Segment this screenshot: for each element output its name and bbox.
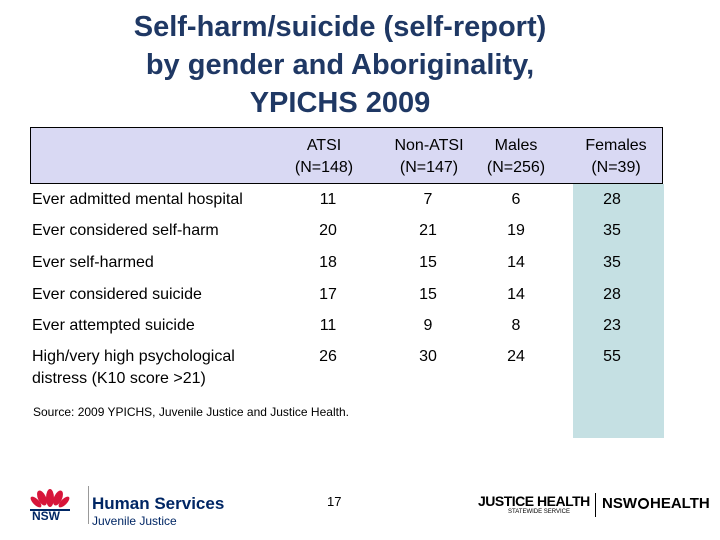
cell-non-atsi: 21 <box>419 222 437 239</box>
cell-non-atsi: 9 <box>423 317 433 334</box>
cell-non-atsi: 15 <box>419 286 437 303</box>
cell-males: 14 <box>507 286 525 303</box>
cell-atsi: 26 <box>319 348 337 365</box>
justice-health-text: JUSTICE HEALTH <box>478 493 590 509</box>
slide-title <box>60 8 620 122</box>
cell-females: 28 <box>603 191 621 208</box>
cell-atsi: 18 <box>319 254 337 271</box>
human-services-text: Human Services <box>92 494 225 513</box>
row-label: Ever considered suicide <box>32 286 202 303</box>
cell-males: 6 <box>511 191 521 208</box>
juvenile-justice-text: Juvenile Justice <box>92 514 177 528</box>
row-label: Ever self-harmed <box>32 254 154 271</box>
title-line-2: by gender and Aboriginality, <box>145 49 535 81</box>
cell-males: 19 <box>507 222 525 239</box>
title-line-1: Self-harm/suicide (self-report) <box>133 11 547 43</box>
human-services-logo <box>28 478 225 528</box>
cell-non-atsi: 15 <box>419 254 437 271</box>
justice-health-logo <box>478 493 713 519</box>
cell-females: 55 <box>603 348 621 365</box>
cell-non-atsi: 30 <box>419 348 437 365</box>
cell-females: 35 <box>603 254 621 271</box>
column-header-females: Females (N=39) <box>585 137 647 176</box>
source-note: Source: 2009 YPICHS, Juvenile Justice and Justice Health. <box>33 405 349 419</box>
column-header-atsi: ATSI (N=148) <box>294 137 354 176</box>
nsw-health-text: NSW HEALTH <box>602 495 710 512</box>
cell-females: 23 <box>603 317 621 334</box>
statewide-service-text: STATEWIDE SERVICE <box>508 509 571 515</box>
row-label: Ever attempted suicide <box>32 317 195 334</box>
cell-males: 8 <box>511 317 521 334</box>
cell-males: 14 <box>507 254 525 271</box>
row-label: Ever considered self-harm <box>32 222 219 239</box>
cell-females: 35 <box>603 222 621 239</box>
cell-atsi: 17 <box>319 286 337 303</box>
logo-divider <box>595 493 596 517</box>
waratah-small-icon <box>638 498 649 509</box>
cell-females: 28 <box>603 286 621 303</box>
page-number: 17 <box>327 494 342 509</box>
row-label: Ever admitted mental hospital <box>32 191 243 208</box>
cell-atsi: 20 <box>319 222 337 239</box>
table-header <box>30 127 663 184</box>
column-header-males: Males (N=256) <box>486 137 546 176</box>
nsw-wordmark: NSW <box>32 509 60 523</box>
cell-atsi: 11 <box>319 191 337 208</box>
cell-atsi: 11 <box>319 317 337 334</box>
row-label: High/very high psychological distress (K10 score >21) <box>32 348 235 387</box>
title-line-3: YPICHS 2009 <box>249 87 431 119</box>
cell-non-atsi: 7 <box>423 191 433 208</box>
column-header-non-atsi: Non-ATSI (N=147) <box>394 137 464 176</box>
cell-males: 24 <box>507 348 525 365</box>
